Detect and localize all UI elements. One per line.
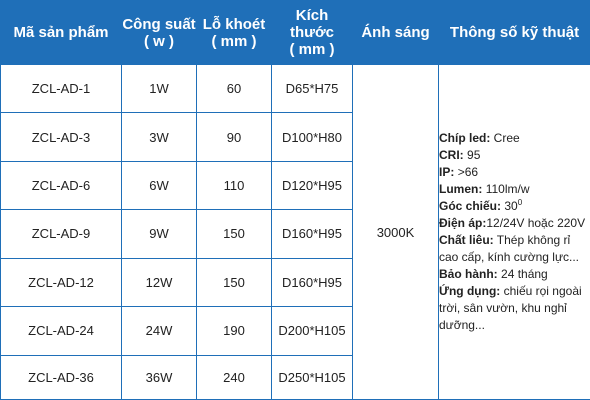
header-specs: Thông số kỹ thuật	[439, 1, 590, 65]
cell-size: D120*H95	[272, 161, 353, 209]
header-light: Ánh sáng	[353, 1, 439, 65]
header-product-code: Mã sản phẩm	[1, 1, 122, 65]
cell-product-code: ZCL-AD-12	[1, 258, 122, 306]
cell-light: 3000K	[353, 65, 439, 400]
cell-power: 1W	[122, 65, 197, 113]
spec-application	[439, 283, 590, 334]
header-size-unit: ( mm )	[289, 41, 335, 58]
spec-lumen	[439, 181, 590, 198]
cell-size: D200*H105	[272, 307, 353, 355]
spec-angle-label: Góc chiếu:	[439, 199, 502, 213]
cell-product-code: ZCL-AD-24	[1, 307, 122, 355]
spec-angle	[439, 198, 590, 215]
cell-product-code: ZCL-AD-6	[1, 161, 122, 209]
spec-voltage-value: 12/24V hoặc 220V	[486, 216, 586, 230]
cell-specs	[439, 65, 590, 400]
cell-size: D160*H95	[272, 258, 353, 306]
header-size	[272, 1, 353, 65]
spec-chip-label: Chíp led:	[439, 131, 491, 145]
spec-warranty	[439, 266, 590, 283]
spec-angle-degree: 0	[517, 198, 523, 207]
cell-cutout: 90	[197, 113, 272, 161]
spec-warranty-value: 24 tháng	[501, 267, 548, 281]
cell-size: D100*H80	[272, 113, 353, 161]
cell-cutout: 240	[197, 355, 272, 399]
spec-ip-label: IP:	[439, 165, 455, 179]
header-power-unit: ( w )	[144, 32, 174, 50]
spec-material-value: Thép không rỉ cao cấp, kính cường lực...	[439, 233, 579, 264]
spec-application-label: Ứng dụng:	[439, 284, 501, 298]
spec-application-value: chiếu rọi ngoài trời, sân vườn, khu nghỉ dưỡng...	[439, 284, 582, 332]
spec-ip-value: >66	[457, 165, 479, 179]
cell-power: 9W	[122, 210, 197, 258]
spec-voltage	[439, 215, 590, 232]
cell-power: 6W	[122, 161, 197, 209]
header-power	[122, 1, 197, 65]
cell-cutout: 150	[197, 210, 272, 258]
spec-material-label: Chất liêu:	[439, 233, 494, 247]
table-row	[1, 65, 590, 113]
spec-cri-value: 95	[467, 148, 481, 162]
cell-product-code: ZCL-AD-36	[1, 355, 122, 399]
cell-power: 12W	[122, 258, 197, 306]
cell-size: D250*H105	[272, 355, 353, 399]
header-size-label: Kích thước	[289, 7, 335, 41]
spec-lumen-label: Lumen:	[439, 182, 483, 196]
spec-lumen-value: 110lm/w	[485, 182, 530, 196]
cell-size: D160*H95	[272, 210, 353, 258]
cell-power: 36W	[122, 355, 197, 399]
spec-voltage-label: Điện áp:	[439, 216, 487, 230]
cell-product-code: ZCL-AD-3	[1, 113, 122, 161]
cell-product-code: ZCL-AD-1	[1, 65, 122, 113]
cell-cutout: 190	[197, 307, 272, 355]
spec-warranty-label: Bảo hành:	[439, 267, 498, 281]
cell-cutout: 60	[197, 65, 272, 113]
cell-size: D65*H75	[272, 65, 353, 113]
spec-cri	[439, 147, 590, 164]
header-row	[1, 1, 590, 65]
cell-cutout: 110	[197, 161, 272, 209]
header-cutout	[197, 1, 272, 65]
spec-cri-label: CRI:	[439, 148, 464, 162]
cell-power: 24W	[122, 307, 197, 355]
header-power-label: Công suất	[122, 15, 196, 33]
spec-ip	[439, 164, 590, 181]
spec-chip	[439, 130, 590, 147]
spec-material	[439, 232, 590, 266]
spec-chip-value: Cree	[493, 131, 520, 145]
cell-cutout: 150	[197, 258, 272, 306]
header-cutout-unit: ( mm )	[211, 32, 257, 50]
header-cutout-label: Lỗ khoét	[202, 15, 266, 33]
spec-angle-value: 30	[504, 199, 518, 213]
cell-product-code: ZCL-AD-9	[1, 210, 122, 258]
cell-power: 3W	[122, 113, 197, 161]
